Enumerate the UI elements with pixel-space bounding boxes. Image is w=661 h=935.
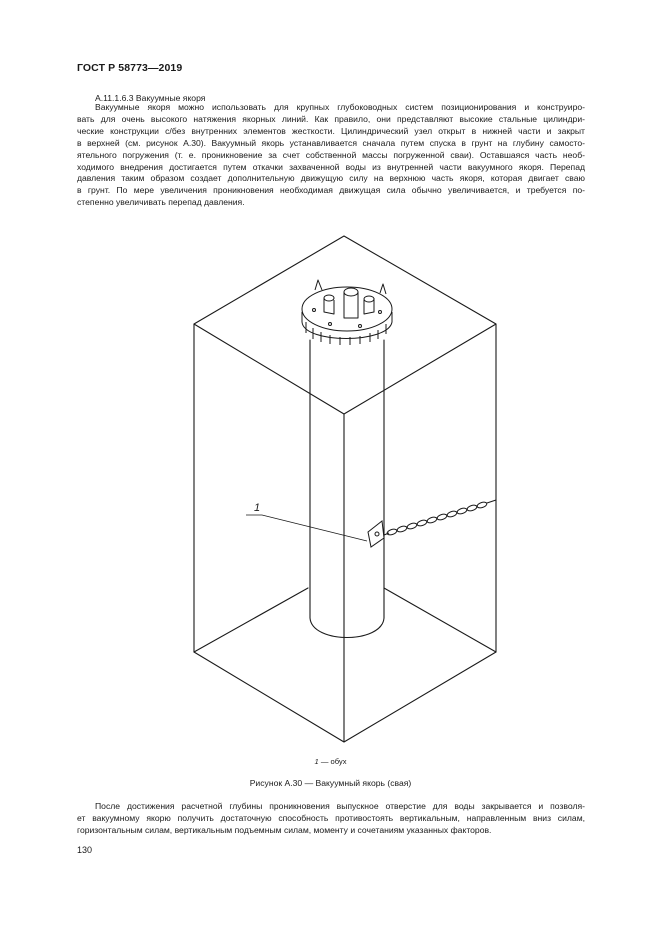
figure-caption: Рисунок А.30 — Вакуумный якорь (свая) <box>249 778 412 788</box>
paragraph-line: Вакуумные якоря можно использовать для крупных глубоководных систем позиционирования и конструиро- <box>95 102 585 112</box>
paragraph-line: степенно увеличивать перепад давления. <box>77 197 245 208</box>
callout-leader-line <box>246 515 367 541</box>
paragraph-line: ческие конструкции с/без внутренних элементов жесткости. Цилиндрический узел открыт в нижней части и закрыт <box>77 125 585 136</box>
paragraph-line: После достижения расчетной глубины проникновения выпускное отверстие для воды закрывается и позволя- <box>95 801 585 811</box>
paragraph-line: ятельного погружения (т. е. проникновение за счет собственной массы погруженной сваи). Оставшаяся часть необ- <box>77 149 585 160</box>
paragraph-line: ходимого внедрения достигается путем откачки захваченной воды из внутренней части вакуумного якоря. Перепад <box>77 161 585 172</box>
callout-label: 1 <box>254 502 261 514</box>
document-header: ГОСТ Р 58773—2019 <box>77 62 183 74</box>
paragraph-line: горизонтальным силам, вертикальным подъемным силам, моменту и сочетаниям указанных факторов. <box>77 824 492 835</box>
soil-block-bottom-edge <box>194 652 496 742</box>
padeye <box>368 521 384 547</box>
page-number: 130 <box>77 845 93 855</box>
figure-legend <box>0 757 661 766</box>
legend-number: 1 <box>314 757 319 766</box>
paragraph-line: вать для очень высокого натяжения якорных линий. Как правило, они представляют высокие стальные цилиндри- <box>77 113 585 124</box>
paragraph-line: в грунт. По мере увеличения проникновения необходимая движущая сила обычно увеличивается, и требуется по- <box>77 185 585 196</box>
inner-back-corner-lines <box>194 588 496 652</box>
paragraph-line: ет вакуумному якорю получить достаточную способность противостоять вертикальным, направленным вниз силам, <box>77 812 585 823</box>
section-title: A.11.1.6.3 Вакуумные якоря <box>95 93 206 103</box>
paragraph-2 <box>77 801 585 837</box>
paragraph-line: в верхней (см. рисунок А.30). Вакуумный якорь устанавливается сначала путем спуска в грунт на глубину самосто- <box>77 137 585 148</box>
legend-text: — обух <box>318 757 347 766</box>
pile-bottom <box>310 618 384 638</box>
anchor-chain <box>384 500 496 536</box>
paragraph-line: давления таким образом создает дополнительную движущую силу на верхнюю часть якоря, которая двигает сваю <box>77 173 585 184</box>
pile-top-cap <box>302 280 392 345</box>
